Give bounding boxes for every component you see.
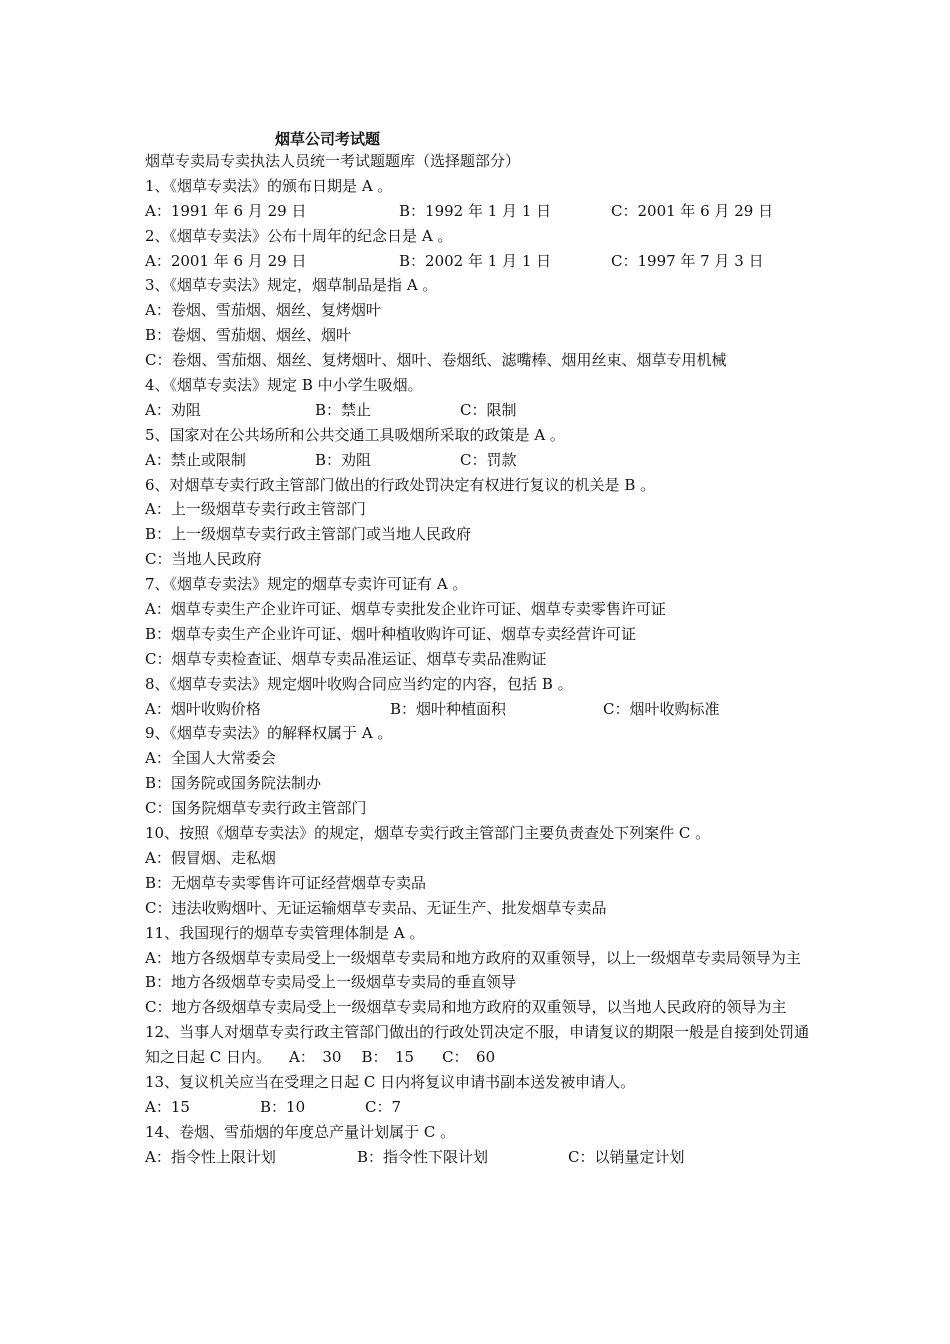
question-4-option-a: A：劝阻: [145, 400, 201, 419]
question-10-option-c: C：违法收购烟叶、无证运输烟草专卖品、无证生产、批发烟草专卖品: [145, 898, 607, 917]
question-8-option-c: C：烟叶收购标准: [603, 699, 720, 718]
question-9: 9、《烟草专卖法》的解释权属于 A 。: [145, 724, 393, 743]
question-14: 14、卷烟、雪茄烟的年度总产量计划属于 C 。: [145, 1122, 456, 1141]
question-14-option-a: A：指令性上限计划: [145, 1147, 276, 1166]
question-9-option-b: B：国务院或国务院法制办: [145, 774, 322, 793]
question-9-option-a: A：全国人大常委会: [145, 749, 276, 768]
question-11-option-c: C：地方各级烟草专卖局受上一级烟草专卖局和地方政府的双重领导，以当地人民政府的领导为主: [145, 998, 787, 1017]
question-6: 6、对烟草专卖行政主管部门做出的行政处罚决定有权进行复议的机关是 B 。: [145, 475, 656, 494]
question-6-option-a: A：上一级烟草专卖行政主管部门: [145, 500, 366, 519]
question-13-options: [145, 1095, 810, 1120]
question-3-option-b: B：卷烟、雪茄烟、烟丝、烟叶: [145, 326, 352, 345]
question-6-option-b: B：上一级烟草专卖行政主管部门或当地人民政府: [145, 525, 472, 544]
question-7-option-a: A：烟草专卖生产企业许可证、烟草专卖批发企业许可证、烟草专卖零售许可证: [145, 600, 666, 619]
question-11: 11、我国现行的烟草专卖管理体制是 A 。: [145, 923, 425, 942]
question-2-option-a: A：2001 年 6 月 29 日: [145, 251, 307, 270]
question-3: 3、《烟草专卖法》规定，烟草制品是指 A 。: [145, 276, 438, 295]
question-8-option-a: A：烟叶收购价格: [145, 699, 261, 718]
question-12-option-c: C： 60: [442, 1048, 496, 1067]
question-10-option-a: A：假冒烟、走私烟: [145, 848, 276, 867]
question-4: 4、《烟草专卖法》规定 B 中小学生吸烟。: [145, 376, 423, 395]
question-4-option-c: C：限制: [460, 400, 517, 419]
question-2-option-c: C：1997 年 7 月 3 日: [611, 251, 764, 270]
question-7-option-c: C：烟草专卖检查证、烟草专卖品准运证、烟草专卖品准购证: [145, 649, 547, 668]
question-10-option-b: B：无烟草专卖零售许可证经营烟草专卖品: [145, 873, 427, 892]
question-13-option-b: B：10: [260, 1097, 306, 1116]
question-13-option-c: C：7: [365, 1097, 402, 1116]
question-7: 7、《烟草专卖法》规定的烟草专卖许可证有 A 。: [145, 575, 468, 594]
question-2: 2、《烟草专卖法》公布十周年的纪念日是 A 。: [145, 226, 453, 245]
question-13: 13、复议机关应当在受理之日起 C 日内将复议申请书副本送发被申请人。: [145, 1073, 636, 1092]
document-title: 烟草公司考试题: [275, 130, 381, 148]
question-1-options: [145, 199, 810, 224]
question-14-options: [145, 1145, 810, 1170]
question-5: 5、国家对在公共场所和公共交通工具吸烟所采取的政策是 A 。: [145, 425, 565, 444]
question-1-option-c: C：2001 年 6 月 29 日: [611, 201, 774, 220]
document-subtitle: 烟草专卖局专卖执法人员统一考试题题库（选择题部分）: [145, 152, 521, 170]
question-11-option-a: A：地方各级烟草专卖局受上一级烟草专卖局和地方政府的双重领导，以上一级烟草专卖局领导为主: [145, 948, 801, 967]
question-5-option-c: C：罚款: [460, 450, 517, 469]
question-9-option-c: C：国务院烟草专卖行政主管部门: [145, 799, 367, 818]
question-11-option-b: B：地方各级烟草专卖局受上一级烟草专卖局的垂直领导: [145, 973, 517, 992]
question-14-option-c: C：以销量定计划: [568, 1147, 685, 1166]
question-3-option-a: A：卷烟、雪茄烟、烟丝、复烤烟叶: [145, 301, 381, 320]
question-2-options: [145, 249, 810, 274]
question-1-option-a: A：1991 年 6 月 29 日: [145, 201, 307, 220]
question-4-options: [145, 398, 810, 423]
question-5-options: [145, 448, 810, 473]
question-8-options: [145, 697, 810, 722]
question-12-text: 12、当事人对烟草专卖行政主管部门做出的行政处罚决定不服，申请复议的期限一般是自接到处罚通知之日起 C 日内。: [145, 1023, 810, 1067]
question-3-option-c: C：卷烟、雪茄烟、烟丝、复烤烟叶、烟叶、卷烟纸、滤嘴棒、烟用丝束、烟草专用机械: [145, 351, 727, 370]
question-7-option-b: B：烟草专卖生产企业许可证、烟叶种植收购许可证、烟草专卖经营许可证: [145, 624, 637, 643]
question-10: 10、按照《烟草专卖法》的规定，烟草专卖行政主管部门主要负责查处下列案件 C 。: [145, 824, 711, 843]
question-5-option-b: B：劝阻: [315, 450, 372, 469]
question-5-option-a: A：禁止或限制: [145, 450, 246, 469]
question-8-option-b: B：烟叶种植面积: [390, 699, 507, 718]
question-14-option-b: B：指令性下限计划: [357, 1147, 489, 1166]
question-12-option-b: B： 15: [361, 1048, 415, 1067]
question-6-option-c: C：当地人民政府: [145, 550, 262, 569]
document-body: [145, 149, 810, 1170]
question-13-option-a: A：15: [145, 1097, 190, 1116]
question-8: 8、《烟草专卖法》规定烟叶收购合同应当约定的内容，包括 B 。: [145, 674, 573, 693]
question-1: 1、《烟草专卖法》的颁布日期是 A 。: [145, 176, 393, 195]
question-12-option-a: A： 30: [289, 1048, 342, 1067]
question-12: [145, 1020, 810, 1070]
question-1-option-b: B：1992 年 1 月 1 日: [399, 201, 552, 220]
question-4-option-b: B：禁止: [315, 400, 372, 419]
question-2-option-b: B：2002 年 1 月 1 日: [399, 251, 552, 270]
